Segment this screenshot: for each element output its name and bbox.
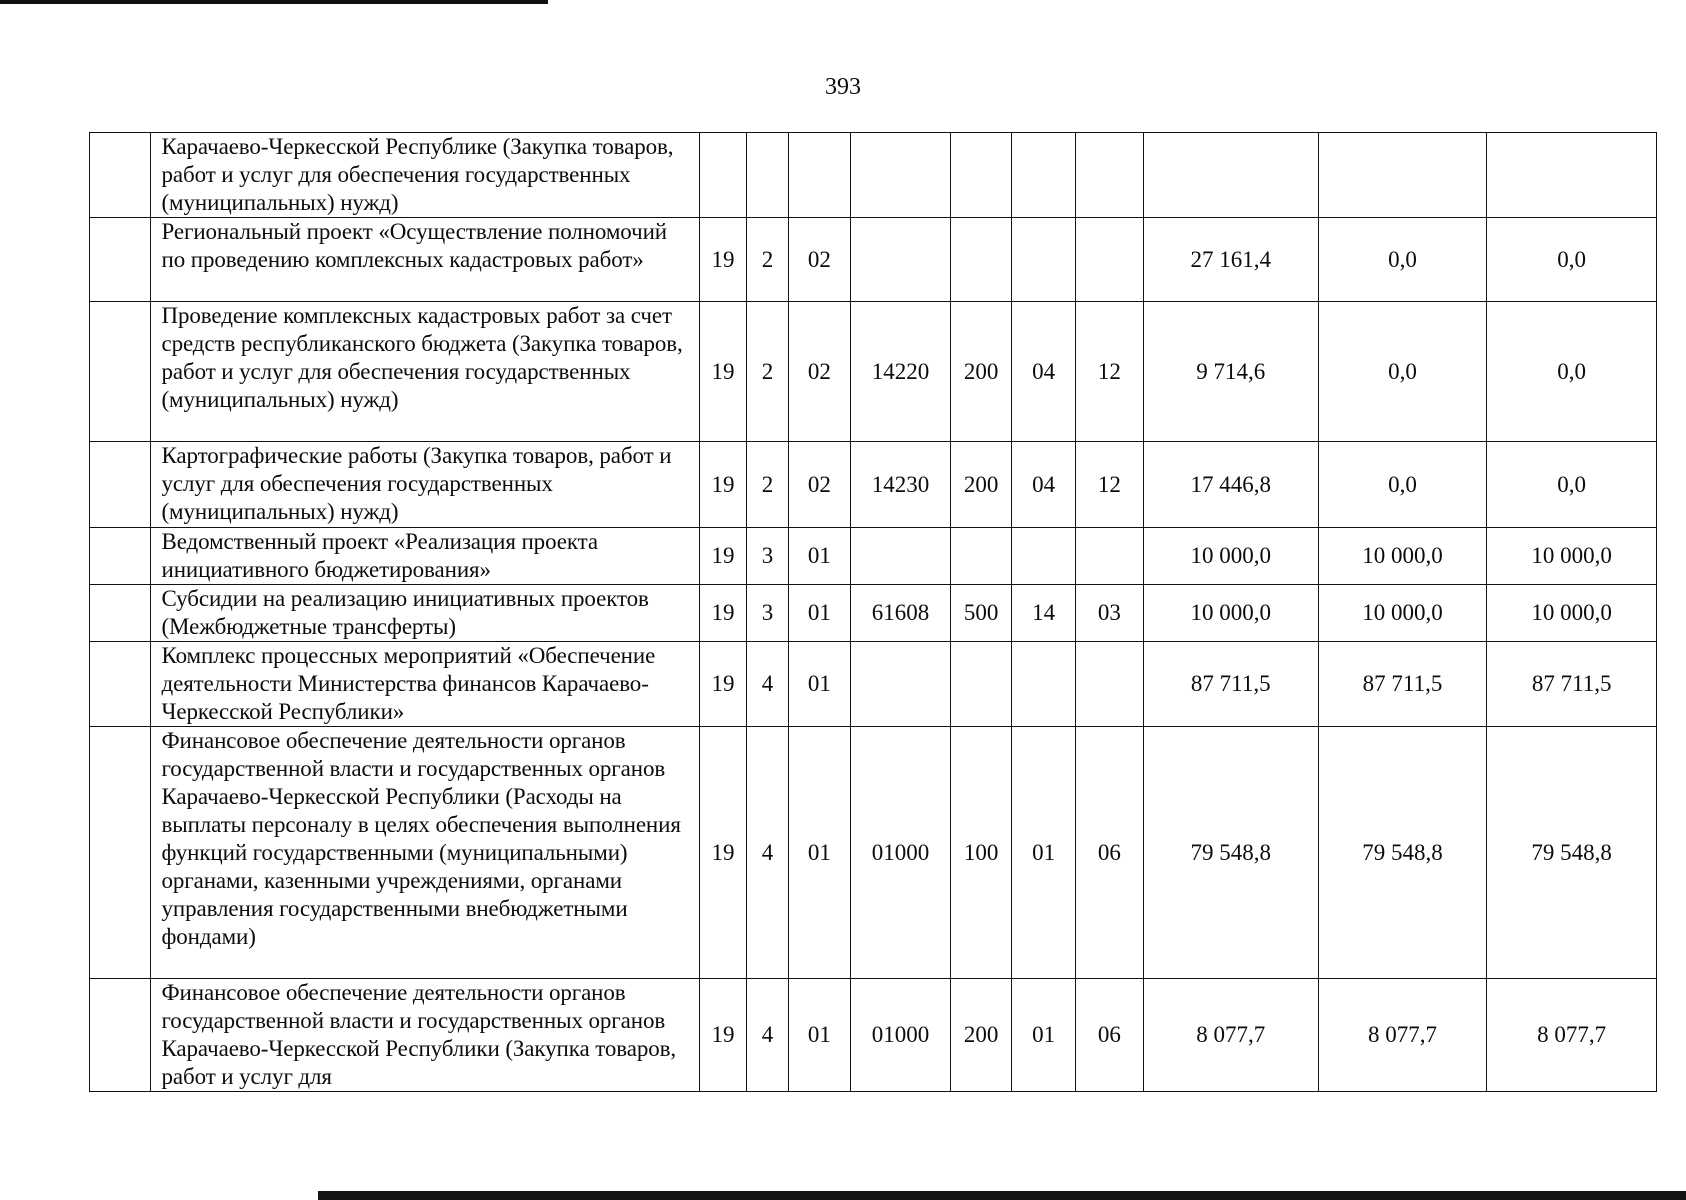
table-row xyxy=(90,979,1657,1092)
code-subsection xyxy=(1075,133,1143,218)
code-project xyxy=(788,133,851,218)
amount-year-1: 87 711,5 xyxy=(1143,642,1318,727)
code-direction xyxy=(851,133,951,218)
code-project: 01 xyxy=(788,727,851,979)
table-row xyxy=(90,442,1657,528)
table-row xyxy=(90,585,1657,642)
code-ministry xyxy=(699,133,747,218)
code-section: 04 xyxy=(1012,302,1076,442)
code-section: 01 xyxy=(1012,979,1076,1092)
row-margin-cell xyxy=(90,585,151,642)
code-project: 01 xyxy=(788,585,851,642)
amount-year-3: 10 000,0 xyxy=(1487,585,1657,642)
code-project: 02 xyxy=(788,442,851,528)
code-expense-type: 200 xyxy=(950,979,1011,1092)
code-section xyxy=(1012,642,1076,727)
code-section xyxy=(1012,133,1076,218)
code-expense-type xyxy=(950,528,1011,585)
table-row xyxy=(90,727,1657,979)
amount-year-3: 0,0 xyxy=(1487,302,1657,442)
row-margin-cell xyxy=(90,727,151,979)
amount-year-1: 10 000,0 xyxy=(1143,528,1318,585)
amount-year-2 xyxy=(1318,133,1487,218)
code-type: 4 xyxy=(747,727,788,979)
amount-year-2: 0,0 xyxy=(1318,302,1487,442)
code-expense-type: 200 xyxy=(950,302,1011,442)
page-number: 393 xyxy=(825,74,861,100)
amount-year-1 xyxy=(1143,133,1318,218)
code-subsection: 03 xyxy=(1075,585,1143,642)
code-ministry: 19 xyxy=(699,585,747,642)
row-description: Субсидии на реализацию инициативных проектов (Межбюджетные трансферты) xyxy=(151,585,699,642)
amount-year-3: 0,0 xyxy=(1487,218,1657,302)
table-row xyxy=(90,302,1657,442)
amount-year-3 xyxy=(1487,133,1657,218)
amount-year-2: 87 711,5 xyxy=(1318,642,1487,727)
code-type: 4 xyxy=(747,642,788,727)
amount-year-2: 0,0 xyxy=(1318,218,1487,302)
row-margin-cell xyxy=(90,133,151,218)
code-project: 01 xyxy=(788,642,851,727)
code-direction: 61608 xyxy=(851,585,951,642)
code-section: 04 xyxy=(1012,442,1076,528)
row-margin-cell xyxy=(90,302,151,442)
code-project: 01 xyxy=(788,979,851,1092)
code-project: 01 xyxy=(788,528,851,585)
amount-year-2: 8 077,7 xyxy=(1318,979,1487,1092)
amount-year-1: 79 548,8 xyxy=(1143,727,1318,979)
code-subsection xyxy=(1075,218,1143,302)
code-type: 2 xyxy=(747,302,788,442)
amount-year-1: 9 714,6 xyxy=(1143,302,1318,442)
row-description: Карачаево-Черкесской Республике (Закупка товаров, работ и услуг для обеспечения государственных (муниципальных) нужд) xyxy=(151,133,699,218)
code-subsection: 12 xyxy=(1075,302,1143,442)
code-subsection: 06 xyxy=(1075,727,1143,979)
code-type: 3 xyxy=(747,528,788,585)
code-expense-type xyxy=(950,133,1011,218)
code-section: 14 xyxy=(1012,585,1076,642)
code-subsection: 12 xyxy=(1075,442,1143,528)
row-description: Финансовое обеспечение деятельности органов государственной власти и государственных органов Карачаево-Черкесской Республики (Закупка товаров, работ и услуг для xyxy=(151,979,699,1092)
amount-year-3: 79 548,8 xyxy=(1487,727,1657,979)
code-direction xyxy=(851,528,951,585)
amount-year-3: 10 000,0 xyxy=(1487,528,1657,585)
table-row xyxy=(90,528,1657,585)
code-direction: 14220 xyxy=(851,302,951,442)
code-project: 02 xyxy=(788,302,851,442)
code-direction: 01000 xyxy=(851,979,951,1092)
code-subsection xyxy=(1075,642,1143,727)
code-section xyxy=(1012,528,1076,585)
code-type: 4 xyxy=(747,979,788,1092)
code-direction xyxy=(851,642,951,727)
code-direction: 01000 xyxy=(851,727,951,979)
amount-year-1: 27 161,4 xyxy=(1143,218,1318,302)
amount-year-3: 0,0 xyxy=(1487,442,1657,528)
scan-edge-top xyxy=(0,0,548,4)
code-section xyxy=(1012,218,1076,302)
code-section: 01 xyxy=(1012,727,1076,979)
code-ministry: 19 xyxy=(699,528,747,585)
code-expense-type: 200 xyxy=(950,442,1011,528)
table-row xyxy=(90,218,1657,302)
code-expense-type xyxy=(950,642,1011,727)
amount-year-2: 79 548,8 xyxy=(1318,727,1487,979)
code-expense-type: 100 xyxy=(950,727,1011,979)
amount-year-1: 8 077,7 xyxy=(1143,979,1318,1092)
code-ministry: 19 xyxy=(699,727,747,979)
amount-year-3: 8 077,7 xyxy=(1487,979,1657,1092)
row-description: Картографические работы (Закупка товаров, работ и услуг для обеспечения государственных (муниципальных) нужд) xyxy=(151,442,699,528)
code-type: 2 xyxy=(747,218,788,302)
row-description: Проведение комплексных кадастровых работ за счет средств республиканского бюджета (Закупка товаров, работ и услуг для обеспечения государственных (муниципальных) нужд) xyxy=(151,302,699,442)
code-subsection: 06 xyxy=(1075,979,1143,1092)
code-direction xyxy=(851,218,951,302)
row-description: Ведомственный проект «Реализация проекта инициативного бюджетирования» xyxy=(151,528,699,585)
row-description: Финансовое обеспечение деятельности органов государственной власти и государственных органов Карачаево-Черкесской Республики (Расходы на выплаты персоналу в целях обеспечения выполнения функций государственными (муниципальными) органами, казенными учреждениями, органами управления государственными внебюджетными фондами) xyxy=(151,727,699,979)
code-type xyxy=(747,133,788,218)
code-project: 02 xyxy=(788,218,851,302)
code-direction: 14230 xyxy=(851,442,951,528)
table-row xyxy=(90,133,1657,218)
amount-year-2: 0,0 xyxy=(1318,442,1487,528)
code-ministry: 19 xyxy=(699,979,747,1092)
amount-year-2: 10 000,0 xyxy=(1318,528,1487,585)
amount-year-2: 10 000,0 xyxy=(1318,585,1487,642)
amount-year-1: 17 446,8 xyxy=(1143,442,1318,528)
amount-year-1: 10 000,0 xyxy=(1143,585,1318,642)
code-ministry: 19 xyxy=(699,642,747,727)
row-description: Региональный проект «Осуществление полномочий по проведению комплексных кадастровых работ» xyxy=(151,218,699,302)
row-margin-cell xyxy=(90,642,151,727)
code-type: 3 xyxy=(747,585,788,642)
row-margin-cell xyxy=(90,528,151,585)
code-ministry: 19 xyxy=(699,218,747,302)
budget-table xyxy=(89,132,1657,1092)
scan-edge-bottom xyxy=(318,1191,1686,1200)
code-ministry: 19 xyxy=(699,442,747,528)
table-row xyxy=(90,642,1657,727)
code-subsection xyxy=(1075,528,1143,585)
row-margin-cell xyxy=(90,979,151,1092)
code-expense-type xyxy=(950,218,1011,302)
code-expense-type: 500 xyxy=(950,585,1011,642)
row-description: Комплекс процессных мероприятий «Обеспечение деятельности Министерства финансов Карачаево-Черкесской Республики» xyxy=(151,642,699,727)
code-ministry: 19 xyxy=(699,302,747,442)
code-type: 2 xyxy=(747,442,788,528)
amount-year-3: 87 711,5 xyxy=(1487,642,1657,727)
row-margin-cell xyxy=(90,442,151,528)
row-margin-cell xyxy=(90,218,151,302)
